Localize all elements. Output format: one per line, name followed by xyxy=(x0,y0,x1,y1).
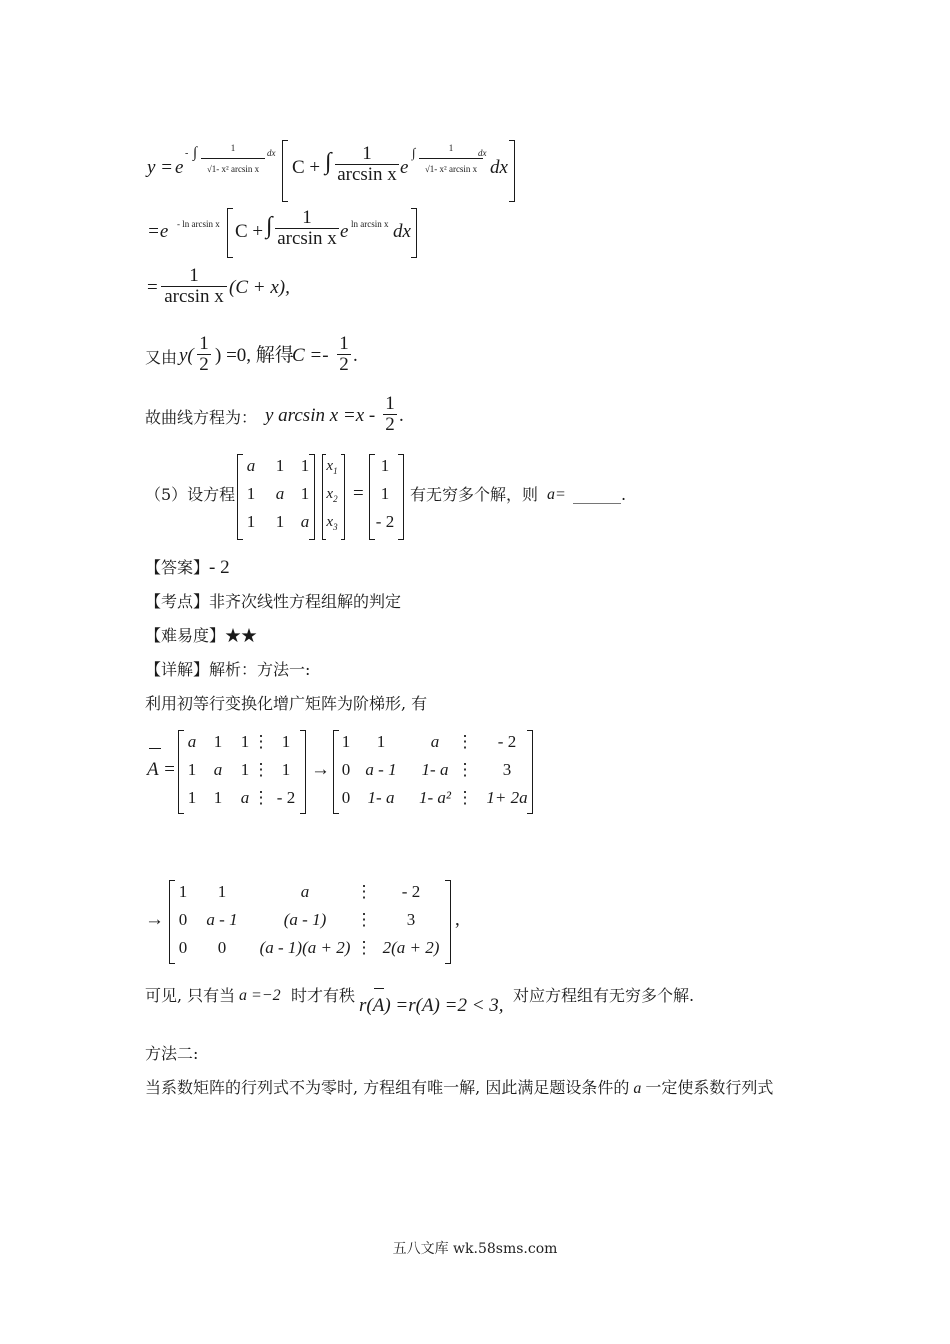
e: e xyxy=(400,157,409,178)
method-2-heading: 方法二: xyxy=(145,1044,199,1063)
exponent-fraction-2: $\frac{1}{\text{√1- x² arcsin x}}$ xyxy=(419,138,483,179)
augmented-matrix-cell: 1 xyxy=(187,760,197,779)
coef-matrix-cell: 1 xyxy=(246,484,256,503)
row-reduced-matrix-cell: ⋮ xyxy=(456,788,474,807)
conclusion-suffix: 对应方程组有无穷多个解. xyxy=(513,986,695,1005)
rhs-vector-cell: 1 xyxy=(380,484,390,503)
fraction-1-over-arcsin: $\frac{1}{\text{arcsin x}}$ xyxy=(275,208,339,249)
rhs-right-bracket xyxy=(398,454,404,540)
tail: (C + x), xyxy=(229,277,290,298)
conclusion-mid: 时才有秩 xyxy=(291,986,356,1005)
row-reduced-matrix-cell: - 2 xyxy=(497,732,517,751)
augmented-matrix-cell: a xyxy=(187,732,197,751)
augmented-matrix-cell: - 2 xyxy=(276,788,296,807)
conclusion-prefix: 可见, 只有当 xyxy=(145,986,236,1005)
row-reduced-matrix-cell: 0 xyxy=(341,760,351,779)
conclusion-line xyxy=(145,980,765,1024)
half-fraction-2: $\frac{1}{2}$ xyxy=(337,334,351,375)
lhs-y: y = xyxy=(147,157,174,178)
arrow: → xyxy=(311,759,330,780)
left-bracket xyxy=(227,208,233,258)
comma: , xyxy=(455,909,460,930)
vector-right-bracket xyxy=(341,454,345,540)
coef-matrix-cell: a xyxy=(300,512,310,531)
dx: dx xyxy=(393,221,411,242)
row-reduced-matrix-cell: 1+ 2a xyxy=(486,788,528,807)
curve-prefix: 故曲线方程为： xyxy=(145,408,258,427)
answer-label: 【答案】 xyxy=(145,558,210,577)
augmented-right-bracket xyxy=(300,730,306,814)
row-reduced-matrix-cell: a - 1 xyxy=(365,760,397,779)
matrix-step-2 xyxy=(145,876,475,966)
echelon-matrix-cell: 3 xyxy=(406,910,416,929)
e: e xyxy=(340,221,349,242)
row-reduced-matrix-cell: ⋮ xyxy=(456,732,474,751)
rhs-vector-cell: 1 xyxy=(380,456,390,475)
row-reduced-matrix-cell: 1 xyxy=(376,732,386,751)
solve-line xyxy=(145,334,405,382)
last-line xyxy=(145,1078,773,1099)
solve-y: y( xyxy=(179,345,194,366)
row-reduced-matrix-cell: 1- a xyxy=(421,760,449,779)
augmented-matrix-cell: 1 xyxy=(240,732,250,751)
matrix-left-bracket xyxy=(237,454,243,540)
solve-end: . xyxy=(353,345,358,366)
step2-left-bracket xyxy=(169,880,175,964)
exp-sign: - xyxy=(185,148,189,159)
coef-matrix-cell: 1 xyxy=(275,512,285,531)
detail-line xyxy=(145,660,310,680)
answer-blank: ______. xyxy=(573,485,627,504)
curve-line xyxy=(145,394,425,442)
coef-matrix-cell: 1 xyxy=(246,512,256,531)
exp-dx-2: dx xyxy=(478,148,487,158)
row-reduced-matrix-cell: 1 xyxy=(341,732,351,751)
solve-prefix: 又由 xyxy=(145,348,178,367)
detail-value: 解析：方法一: xyxy=(209,660,311,679)
rhs-left-bracket xyxy=(369,454,375,540)
question-5 xyxy=(145,452,645,542)
last-prefix: 当系数矩阵的行列式不为零时, 方程组有唯一解, 因此满足题设条件的 xyxy=(145,1078,630,1097)
matrix-right-bracket xyxy=(309,454,315,540)
row-reduced-matrix-cell: 3 xyxy=(502,760,512,779)
echelon-matrix-cell: (a - 1) xyxy=(283,910,327,929)
matrix-step-1 xyxy=(145,728,545,814)
echelon-matrix-cell: 2(a + 2) xyxy=(382,938,440,957)
right-bracket xyxy=(411,208,417,258)
augmented-matrix-cell: ⋮ xyxy=(252,760,270,779)
exp-ln: - ln arcsin x xyxy=(177,219,220,229)
echelon-matrix-cell: 0 xyxy=(178,910,188,929)
integral-sign: ∫ xyxy=(412,145,416,160)
question-label: （5）设方程 xyxy=(145,485,236,504)
step2-right-bracket xyxy=(445,880,451,964)
echelon-matrix-cell: ⋮ xyxy=(355,938,373,957)
eq: = xyxy=(147,277,158,298)
exp-e: e xyxy=(175,157,184,178)
a-equals: a= xyxy=(547,486,566,503)
integral-sign: ∫ xyxy=(325,149,332,175)
arrow: → xyxy=(145,909,164,930)
method-intro: 利用初等行变换化增广矩阵为阶梯形, 有 xyxy=(145,694,428,713)
echelon-matrix-cell: 0 xyxy=(217,938,227,957)
question-suffix: 有无穷多个解，则 xyxy=(410,485,539,504)
solve-mid: ) =0, 解得 xyxy=(215,345,294,366)
echelon-matrix-cell: 1 xyxy=(178,882,188,901)
difficulty-stars: ★★ xyxy=(225,626,258,645)
equals: = xyxy=(353,483,364,504)
fraction-1-over-arcsin: $\frac{1}{\text{arcsin x}}$ xyxy=(161,266,227,307)
difficulty-label: 【难易度】 xyxy=(145,626,226,645)
coef-matrix-cell: 1 xyxy=(300,484,310,503)
coef-matrix-cell: 1 xyxy=(300,456,310,475)
augmented-matrix-cell: ⋮ xyxy=(252,732,270,751)
augmented-matrix-cell: a xyxy=(213,760,223,779)
x-vector-cell: $x_2$ xyxy=(326,486,338,504)
echelon-matrix-cell: 0 xyxy=(178,938,188,957)
curve-end: . xyxy=(399,405,404,426)
row-reduced-matrix-cell: 1- a xyxy=(367,788,395,807)
row-reduced-matrix-cell: a xyxy=(430,732,440,751)
exp-ln-2: ln arcsin x xyxy=(351,219,389,229)
coef-matrix-cell: a xyxy=(275,484,285,503)
answer-line xyxy=(145,558,230,578)
derivation-line-1 xyxy=(145,140,525,202)
detail-label: 【详解】 xyxy=(145,660,210,679)
augmented-matrix-cell: 1 xyxy=(213,732,223,751)
x-vector-cell: $x_1$ xyxy=(326,458,338,476)
overline xyxy=(149,748,161,749)
rhs-vector-cell: - 2 xyxy=(375,512,395,531)
echelon-matrix-cell: 1 xyxy=(217,882,227,901)
half-fraction: $\frac{1}{2}$ xyxy=(383,394,397,435)
coef-matrix-cell: a xyxy=(246,456,256,475)
vector-left-bracket xyxy=(322,454,326,540)
augmented-matrix-cell: a xyxy=(240,788,250,807)
echelon-matrix-cell: - 2 xyxy=(401,882,421,901)
echelon-matrix-cell: (a - 1)(a + 2) xyxy=(259,938,351,957)
echelon-matrix-cell: ⋮ xyxy=(355,882,373,901)
augmented-matrix-cell: ⋮ xyxy=(252,788,270,807)
integral-sign: ∫ xyxy=(193,145,198,161)
eq-e: =e xyxy=(147,221,169,242)
echelon-matrix-cell: a - 1 xyxy=(206,910,238,929)
left-bracket xyxy=(282,140,288,202)
derivation-line-3 xyxy=(145,266,345,314)
point-value: 非齐次线性方程组解的判定 xyxy=(209,592,402,611)
last-suffix: 一定使系数行列式 xyxy=(645,1078,774,1097)
solve-c: C =- xyxy=(292,345,329,366)
augmented-left-bracket xyxy=(178,730,184,814)
augmented-matrix-cell: 1 xyxy=(187,788,197,807)
half-fraction: $\frac{1}{2}$ xyxy=(197,334,211,375)
row-reduced-matrix-cell: ⋮ xyxy=(456,760,474,779)
condition: a =−2 xyxy=(239,987,281,1004)
exponent-fraction: $\frac{1}{\text{√1- x² arcsin x}}$ xyxy=(201,138,265,179)
derivation-line-2 xyxy=(145,208,425,260)
row-reduced-matrix-cell: 0 xyxy=(341,788,351,807)
right-bracket xyxy=(509,140,515,202)
c-plus: C + xyxy=(292,157,321,178)
x-vector-cell: $x_3$ xyxy=(326,514,338,532)
augmented-matrix-cell: 1 xyxy=(281,732,291,751)
augmented-matrix-cell: 1 xyxy=(240,760,250,779)
difficulty-line xyxy=(145,626,257,646)
augmented-matrix-cell: 1 xyxy=(213,788,223,807)
coef-matrix-cell: 1 xyxy=(275,456,285,475)
a-bar-equals: A = xyxy=(147,759,176,780)
echelon-matrix-cell: ⋮ xyxy=(355,910,373,929)
footer-watermark: 五八文库 wk.58sms.com xyxy=(392,1241,558,1257)
echelon-left-bracket xyxy=(333,730,339,814)
overline xyxy=(374,988,384,989)
point-line xyxy=(145,592,401,612)
curve-eq: y arcsin x =x - xyxy=(265,405,376,426)
augmented-matrix-cell: 1 xyxy=(281,760,291,779)
echelon-matrix-cell: a xyxy=(300,882,310,901)
var-a: a xyxy=(633,1080,642,1097)
dx: dx xyxy=(490,157,508,178)
c-plus: C + xyxy=(235,221,264,242)
point-label: 【考点】 xyxy=(145,592,210,611)
rank-statement: r(A) =r(A) =2 < 3, xyxy=(359,995,504,1016)
integral-sign: ∫ xyxy=(266,213,273,239)
echelon-right-bracket xyxy=(527,730,533,814)
answer-value: - 2 xyxy=(209,557,230,578)
fraction-1-over-arcsin: $\frac{1}{\text{arcsin x}}$ xyxy=(335,144,399,185)
exp-dx: dx xyxy=(267,148,276,158)
row-reduced-matrix-cell: 1- a² xyxy=(418,788,452,807)
